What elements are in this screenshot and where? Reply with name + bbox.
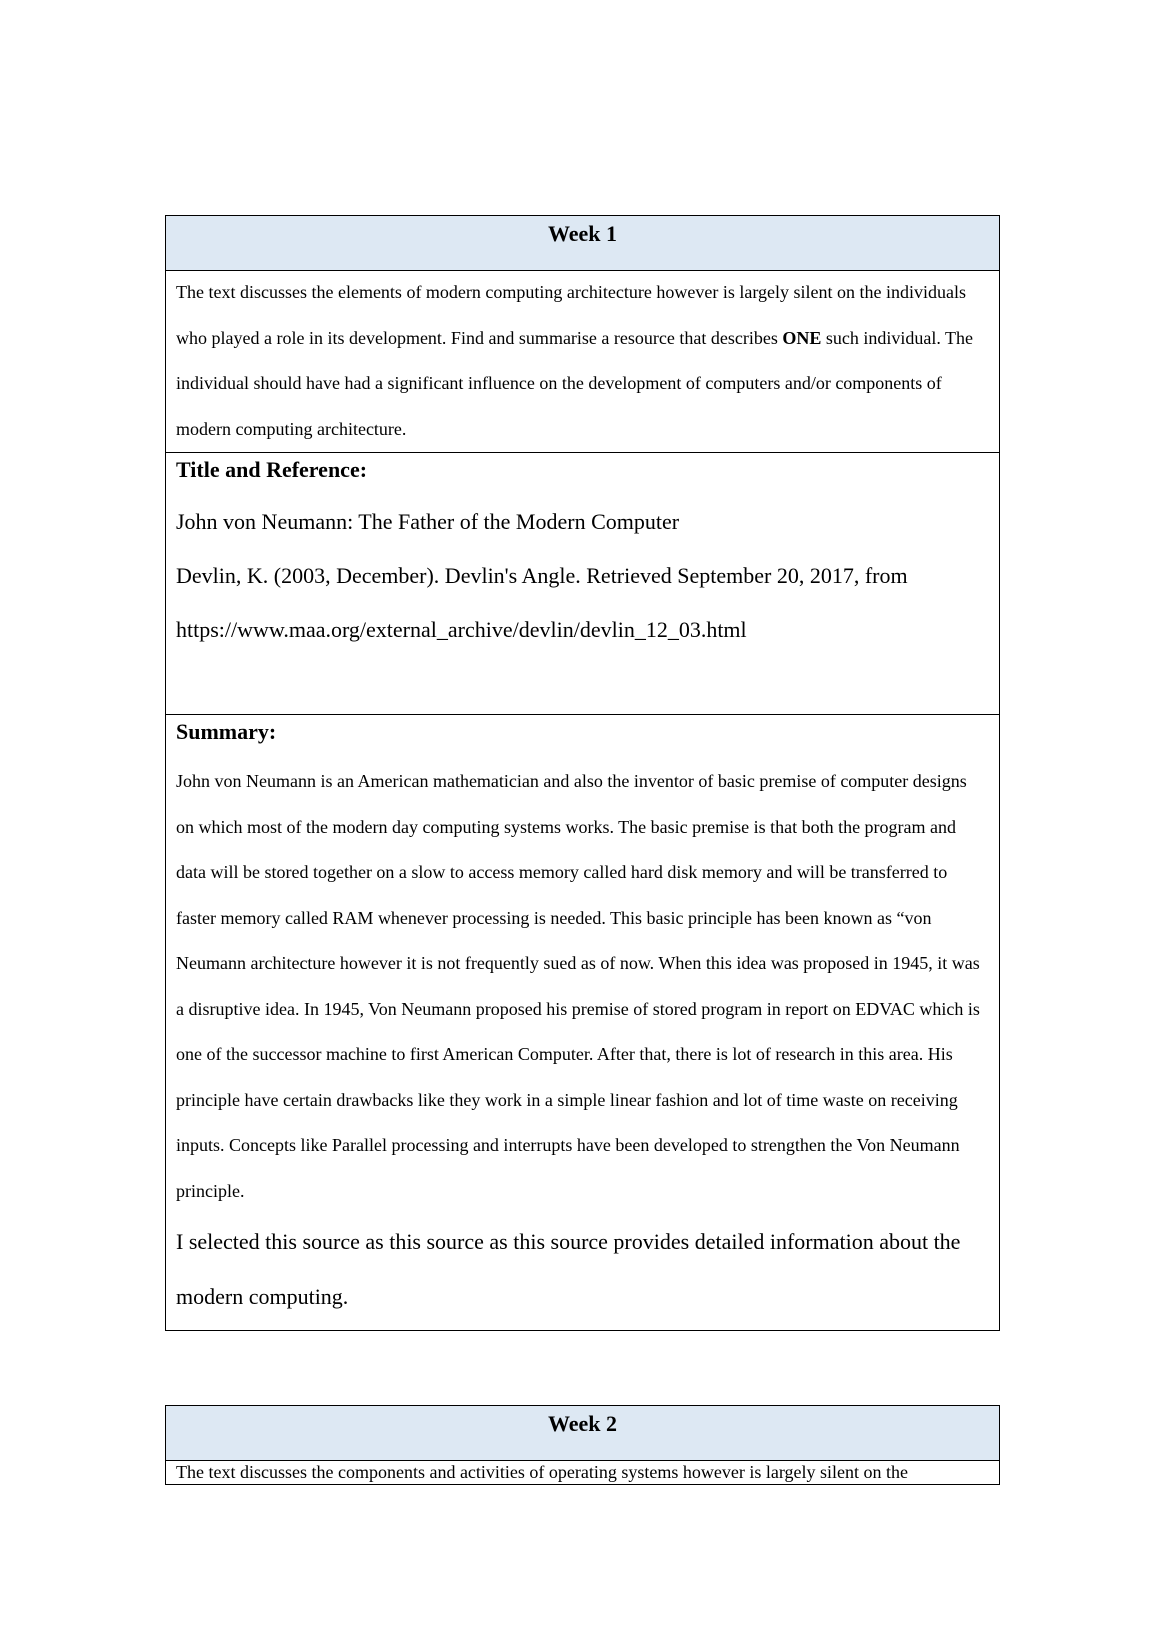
resource-citation: Devlin, K. (2003, December). Devlin's Angle. Retrieved September 20, 2017, from https://www.maa.org/external_archive/devlin/devlin_12_03.html (176, 563, 908, 642)
week-1-table (165, 215, 1000, 1331)
title-reference-cell (166, 453, 999, 715)
week-2-task-text: The text discusses the components and activities of operating systems however is largely silent on the (176, 1462, 909, 1482)
task-text-before: The text discusses the elements of modern computing architecture however is largely silent on the individuals who played a role in its development. Find and summarise a resource that describes (176, 282, 966, 348)
selection-reason: I selected this source as this source as this source provides detailed information about the modern computing. (176, 1229, 961, 1309)
week-1-task-text (176, 270, 989, 452)
task-emphasis: ONE (782, 327, 822, 348)
task-text-after: such individual. The individual should have had a significant influence on the development of computers and/or components of modern computing architecture. (176, 327, 974, 439)
summary-heading: Summary: (176, 719, 277, 744)
week-1-header: Week 1 (166, 216, 999, 271)
week-2-task-cell (166, 1461, 999, 1485)
week-2-table (165, 1405, 1000, 1485)
week-2-header: Week 2 (166, 1406, 999, 1461)
week-1-task-cell (166, 271, 999, 453)
summary-cell (166, 715, 999, 1330)
title-reference-heading: Title and Reference: (176, 457, 368, 482)
summary-body: John von Neumann is an American mathematician and also the inventor of basic premise of computer designs on which most of the modern day computing systems works. The basic premise is that both the program and data will be stored together on a slow to access memory called hard disk memory and will be transferred to faster memory called RAM whenever processing is needed. This basic principle has been known as “von Neumann architecture however it is not frequently sued as of now. When this idea was proposed in 1945, it was a disruptive idea. In 1945, Von Neumann proposed his premise of stored program in report on EDVAC which is one of the successor machine to first American Computer. After that, there is lot of research in this area. His principle have certain drawbacks like they work in a simple linear fashion and lot of time waste on receiving inputs. Concepts like Parallel processing and interrupts have been developed to strengthen the Von Neumann principle. (176, 771, 980, 1201)
resource-title: John von Neumann: The Father of the Modern Computer (176, 509, 680, 534)
